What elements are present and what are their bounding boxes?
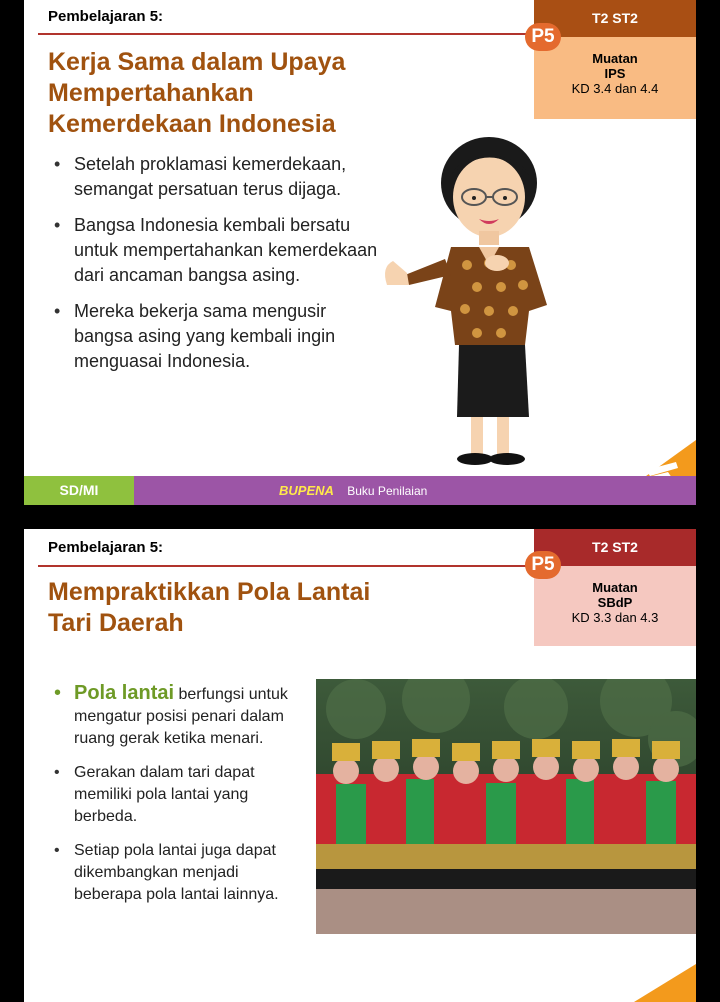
- slide-sbdp: [24, 529, 696, 1002]
- bullet-item: • Gerakan dalam tari dapat memiliki pola lantai yang berbeda.: [48, 762, 298, 828]
- title-line: Kerja Sama dalam Upaya: [48, 48, 346, 76]
- bullet-list: [48, 152, 378, 385]
- bullet-list: [48, 682, 298, 918]
- subject-label: SBdP: [597, 595, 633, 610]
- teacher-illustration: [379, 135, 569, 470]
- level-label: SD/MI: [24, 476, 134, 505]
- bullet-item: • Bangsa Indonesia kembali bersatu untuk mempertahankan kemerdekaan dari ancaman bangsa asing.: [48, 213, 378, 288]
- title-line: Tari Daerah: [48, 609, 184, 637]
- p5-badge: P5: [525, 23, 561, 51]
- muatan-label: Muatan: [592, 580, 638, 595]
- section-label: Pembelajaran 5:: [48, 8, 164, 25]
- code-label: T2 ST2: [592, 10, 638, 26]
- slide-title: [48, 577, 370, 639]
- muatan-label: Muatan: [592, 51, 638, 66]
- p5-badge: P5: [525, 551, 561, 579]
- kd-label: KD 3.3 dan 4.3: [571, 610, 659, 625]
- bullet-item: [48, 682, 298, 750]
- kd-label: KD 3.4 dan 4.4: [571, 81, 659, 96]
- dancers-photo: [316, 679, 696, 934]
- title-line: Mempertahankan: [48, 79, 254, 107]
- corner-decoration-icon: [634, 964, 696, 1002]
- header-rule: [38, 565, 534, 567]
- slide-title: [48, 47, 345, 140]
- section-label: Pembelajaran 5:: [48, 539, 164, 556]
- brand-logo: BUPENA: [279, 483, 334, 498]
- bullet-item: • Setelah proklamasi kemerdekaan, semangat persatuan terus dijaga.: [48, 152, 378, 202]
- slide-ips: [24, 0, 696, 505]
- bullet-item: • Setiap pola lantai juga dapat dikembangkan menjadi beberapa pola lantai lainnya.: [48, 840, 298, 906]
- footer-text: Buku Penilaian: [347, 484, 428, 498]
- header-rule: [38, 33, 534, 35]
- code-label: T2 ST2: [592, 539, 638, 555]
- muatan-box: [534, 566, 696, 646]
- bullet-text: berfungsi untuk mengatur posisi penari dalam ruang gerak ketika menari.: [74, 686, 288, 747]
- footer-brand: [279, 476, 427, 505]
- footer-bar: [24, 476, 696, 505]
- muatan-box: [534, 37, 696, 119]
- bullet-item: • Mereka bekerja sama mengusir bangsa asing yang kembali ingin menguasai Indonesia.: [48, 299, 378, 374]
- title-line: Mempraktikkan Pola Lantai: [48, 578, 371, 606]
- subject-label: IPS: [604, 66, 626, 81]
- highlight-term: Pola lantai: [74, 682, 175, 704]
- title-line: Kemerdekaan Indonesia: [48, 110, 336, 138]
